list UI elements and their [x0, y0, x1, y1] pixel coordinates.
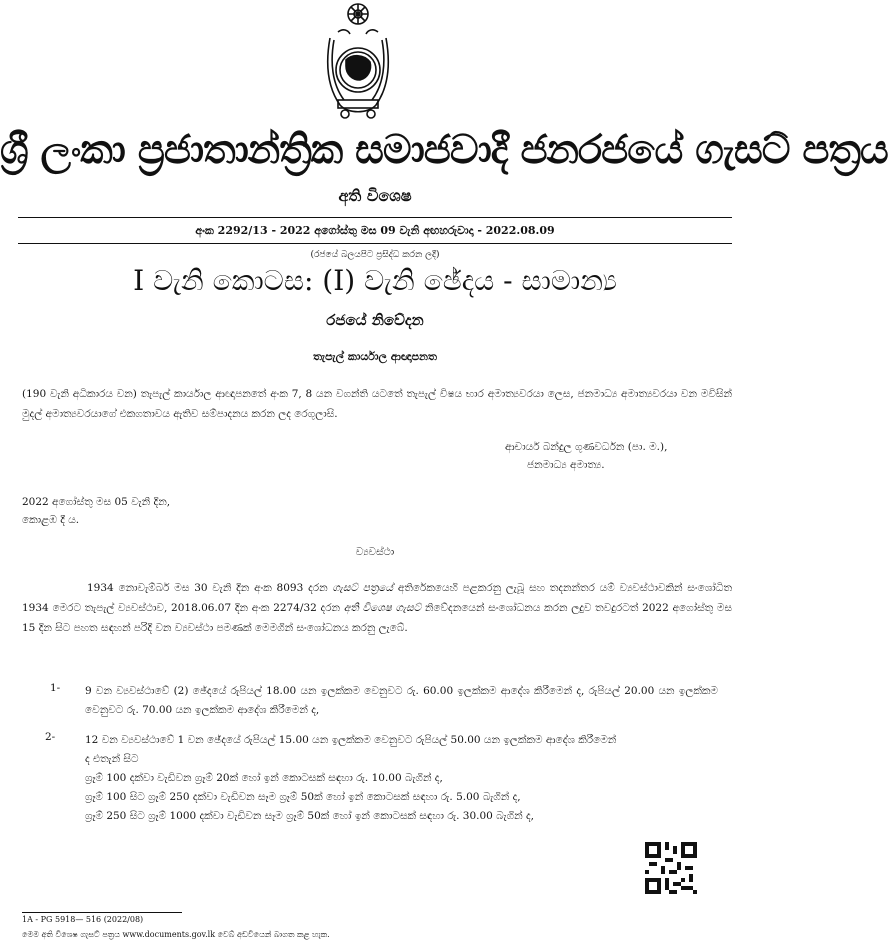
signatory-title: ජනමාධ්‍ය අමාත්‍ය.: [527, 459, 605, 471]
regs-text-gazette: ගැසට් පත්‍රයේ: [332, 582, 394, 594]
item1-text: 9 වන ව්‍යවස්ථාවේ (2) ඡේදයේ රුපියල් 18.00 යන ඉලක්කම වෙනුවට රු. 60.00 ඉලක්කම ආදේශ කිරීමෙන් ද, රුපියල් 20.00 යන ඉලක්කම වෙනුවට රු. 70.00 යන ඉලක්කම ආදේශ කිරීමෙන් ද,: [85, 685, 718, 716]
gazette-title: ශ්‍රී ලංකා ප්‍රජාතාන්ත්‍රික සමාජවාදී ජනරජයේ ගැසට් පත්‍රය: [0, 126, 888, 173]
published-by: (රජයේ බලයපිට ප්‍රසිද්ධ කරන ලදී): [310, 250, 440, 260]
place-line: කොළඹ දී ය.: [22, 514, 80, 526]
department-heading: තැපැල් කාර්යාල ආඥාපනත: [313, 350, 437, 363]
regulations-heading: ව්‍යවස්ථා: [355, 546, 395, 558]
item2-line: ග්‍රෑම් 250 සිට ග්‍රෑම් 1000 දක්වා වැඩිවන සෑම ග්‍රෑම් 50ක් හෝ ඉන් කොටසක් සඳහා රු. 30.00 බැගින් ද,: [85, 810, 534, 822]
date-line: 2022 අගෝස්තු මස 05 වැනි දින,: [22, 496, 171, 508]
issue-line: අංක 2292/13 - 2022 අගෝස්තු මස 09 වැනි අඟහරුවාදා - 2022.08.09: [195, 224, 555, 237]
part-heading: I වැනි කොටස: (I) වැනි ඡේදය - සාමාන්‍ය: [133, 264, 617, 297]
regs-text-extra: අති විශෙෂ ගැසට්: [343, 602, 422, 614]
footer-rule: [22, 912, 182, 913]
qr-code-icon: [645, 842, 697, 894]
sri-lanka-emblem-icon: [308, 0, 408, 125]
gov-notifications-heading: රජයේ නිවේදන: [326, 311, 424, 329]
intro-paragraph: (190 වැනි අධිකාරය වන) තැපැල් කාර්යාල ආඥාපනතේ අංක 7, 8 යන වගන්ති යටතේ තැපැල් විෂය භාර අමාත්‍යවරයා ලෙස, ජනමාධ්‍ය අමාත්‍යවරයා වන මවිසින් මුදල් අමාත්‍යවරයාගේ එකගතාවය ඇතිව සම්පාදනය කරන ලද රෙගුලාසි.: [22, 388, 732, 420]
item2-line: ග්‍රෑම් 100 දක්වා වැඩිවන ග්‍රෑම් 20ක් හෝ ඉන් කොටසක් සඳහා රු. 10.00 බැගින් ද,: [85, 772, 443, 784]
signature-block: [505, 438, 725, 474]
footer-code: 1A - PG 5918— 516 (2022/08): [22, 915, 144, 924]
gazette-subtitle: අති විශෙෂ: [338, 186, 412, 205]
regs-text-a: 1934 නොවැම්බර් මස 30 වැනි දින අංක 8093 දරන: [87, 582, 333, 594]
item2-line: ද එතැන් සිට: [85, 753, 139, 765]
item1-number: 1-: [50, 682, 61, 694]
date-block: [22, 493, 322, 529]
item2-line: 12 වන ව්‍යවස්ථාවේ 1 වන ඡේදයේ රුපියල් 15.00 යන ඉලක්කම වෙනුවට රුපියල් 50.00 යන ඉලක්කම ආදේශ කිරීමෙන්: [85, 734, 617, 746]
regs-text-c: නිවේදනයෙන් සංශෝධනය කරන ලදුව තවදුරටත් 2022 අගෝස්තු මස 15 දින සිට පහත සඳහන් පරිදි වන ව්‍යවස්ථා පමණක් මෙමගින් සංශෝධනය කරනු ලැබේ.: [22, 602, 732, 634]
item2-block: [85, 731, 718, 826]
item2-number: 2-: [45, 731, 56, 743]
header-rule-bottom: [18, 243, 732, 244]
item2-line: ග්‍රෑම් 100 සිට ග්‍රෑම් 250 දක්වා වැඩිවන සෑම ග්‍රෑම් 50ක් හෝ ඉන් කොටසක් සඳහා රු. 5.00 බැගින් ද,: [85, 791, 521, 803]
header-rule-top: [18, 217, 732, 218]
signatory-name: ආචාර්ය බන්දුල ගුණවර්ධන (පා. ම.),: [505, 441, 668, 453]
footer-note: මෙම අති විශෙෂ ගැසට් පත්‍රය www.documents.gov.lk වෙබ් අඩවියෙන් බාගත කළ හැක.: [22, 930, 330, 939]
regs-text-b: අතිරේකයෙහි පළකරනු ලැබූ සහ තදනන්තර යම් ව්‍යවස්ථාවකින් සංශෝධිත 1934 මෙරට තැපැල් ව්‍යවස්ථාව, 2018.06.07 දින අංක 2274/32 දරන: [22, 582, 732, 614]
regulations-paragraph: [22, 578, 732, 638]
